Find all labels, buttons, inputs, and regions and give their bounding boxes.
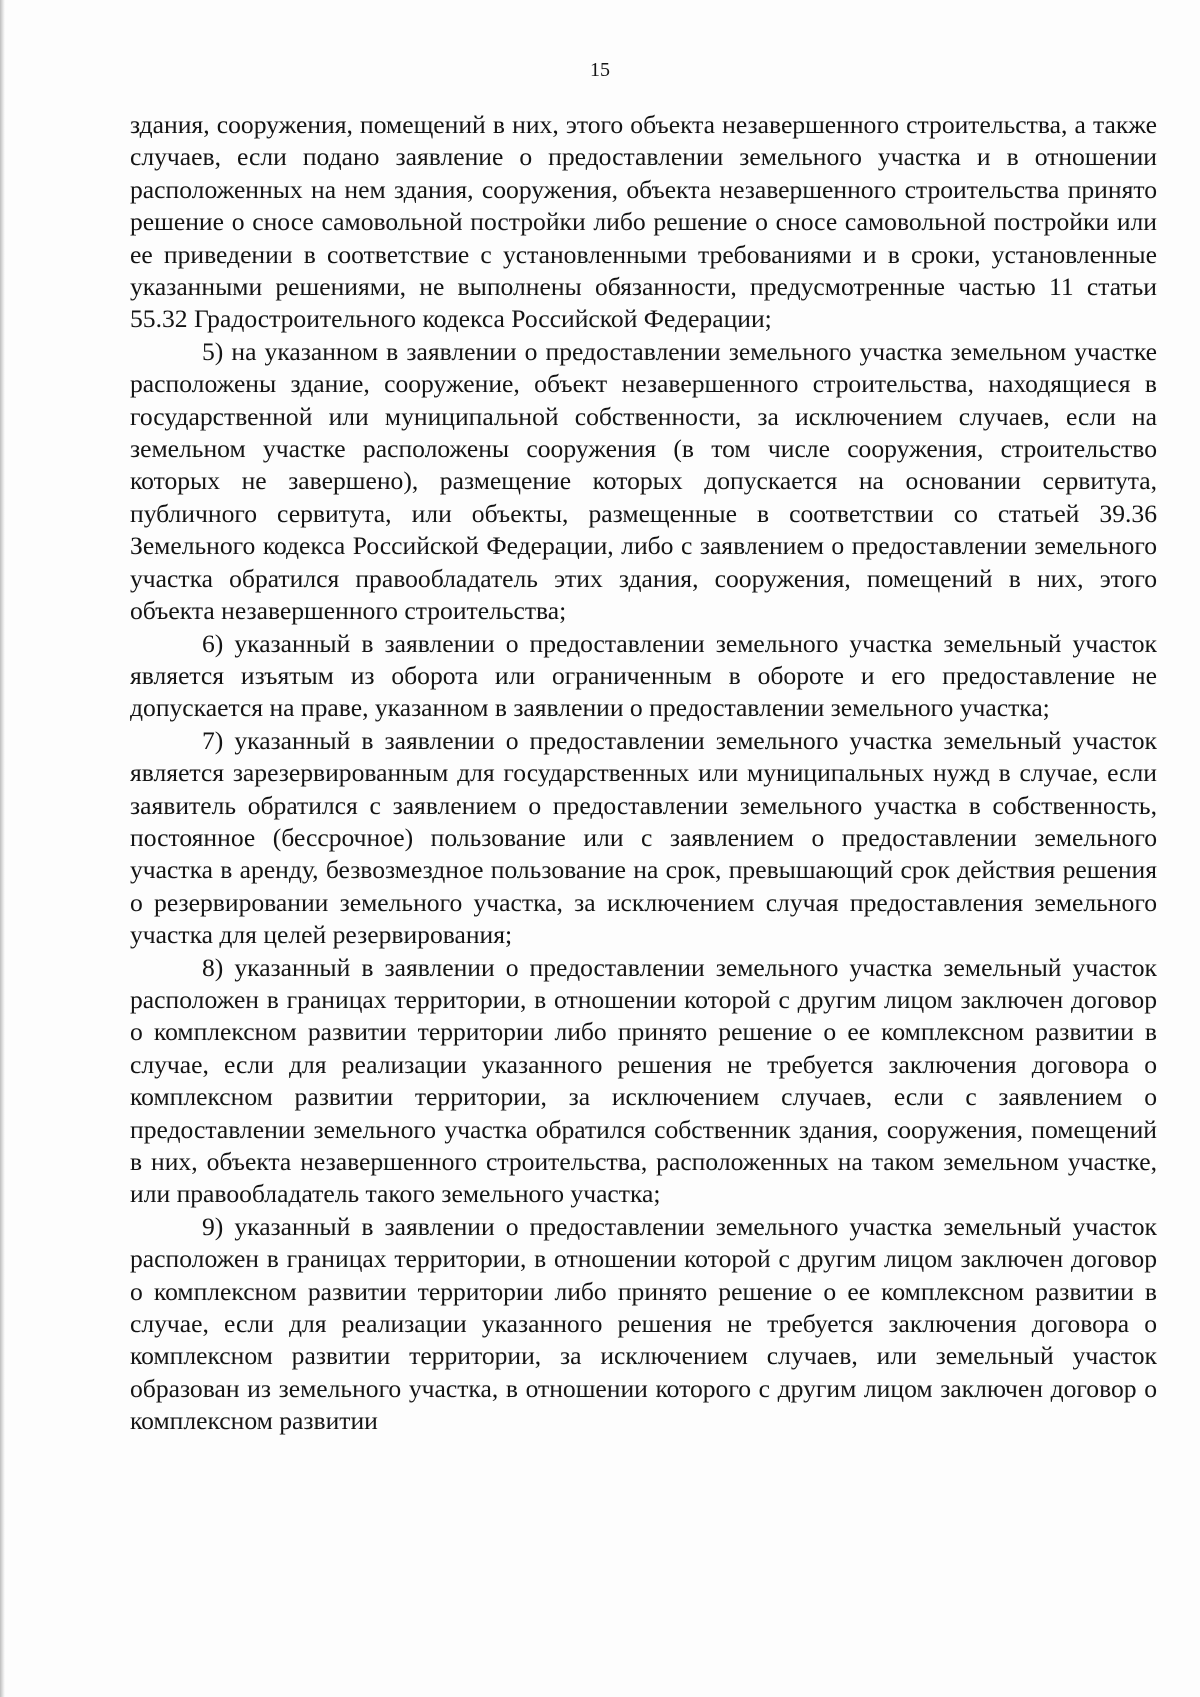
- paragraph-continuation: здания, сооружения, помещений в них, этого объекта незавершенного строительства, а также случаев, если подано заявление о предоставлении земельного участка и в отношении расположенных на нем здания, сооружения, объекта незавершенного строительства принято решение о сносе самовольной постройки либо решение о сносе самовольной постройки или ее приведении в соответствие с установленными требованиями и в сроки, установленные указанными решениями, не выполнены обязанности, предусмотренные частью 11 статьи 55.32 Градостроительного кодекса Российской Федерации;: [130, 110, 1157, 334]
- paragraph-item-8: 8) указанный в заявлении о предоставлении земельного участка земельный участок расположен в границах территории, в отношении которой с другим лицом заключен договор о комплексном развитии территории либо принято решение о ее комплексном развитии в случае, если для реализации указанного решения не требуется заключения договора о комплексном развитии территории, за исключением случаев, если с заявлением о предоставлении земельного участка обратился собственник здания, сооружения, помещений в них, объекта незавершенного строительства, расположенных на таком земельном участке, или правообладатель такого земельного участка;: [130, 952, 1157, 1209]
- paragraph-item-6: 6) указанный в заявлении о предоставлении земельного участка земельный участок является изъятым из оборота или ограниченным в обороте и его предоставление не допускается на праве, указанном в заявлении о предоставлении земельного участка;: [130, 628, 1157, 723]
- paragraph-item-9: 9) указанный в заявлении о предоставлении земельного участка земельный участок расположен в границах территории, в отношении которой с другим лицом заключен договор о комплексном развитии территории либо принято решение о ее комплексном развитии в случае, если для реализации указанного решения не требуется заключения договора о комплексном развитии территории, за исключением случаев, или земельный участок образован из земельного участка, в отношении которого с другим лицом заключен договор о комплексном развитии: [130, 1211, 1157, 1436]
- paragraph-item-7: 7) указанный в заявлении о предоставлении земельного участка земельный участок является зарезервированным для государственных или муниципальных нужд в случае, если заявитель обратился с заявлением о предоставлении земельного участка в собственность, постоянное (бессрочное) пользование или с заявлением о предоставлении земельного участка в аренду, безвозмездное пользование на срок, превышающий срок действия решения о резервировании земельного участка, за исключением случая предоставления земельного участка для целей резервирования;: [130, 725, 1157, 950]
- scan-edge-shadow: [0, 0, 5, 1697]
- paragraph-item-5: 5) на указанном в заявлении о предоставлении земельного участка земельном участке расположены здание, сооружение, объект незавершенного строительства, находящиеся в государственной или муниципальной собственности, за исключением случаев, если на земельном участке расположены сооружения (в том числе сооружения, строительство которых не завершено), размещение которых допускается на основании сервитута, публичного сервитута, или объекты, размещенные в соответствии со статьей 39.36 Земельного кодекса Российской Федерации, либо с заявлением о предоставлении земельного участка обратился правообладатель этих здания, сооружения, помещений в них, этого объекта незавершенного строительства;: [130, 336, 1157, 626]
- document-body: [130, 109, 1157, 1438]
- page-number: 15: [590, 59, 610, 81]
